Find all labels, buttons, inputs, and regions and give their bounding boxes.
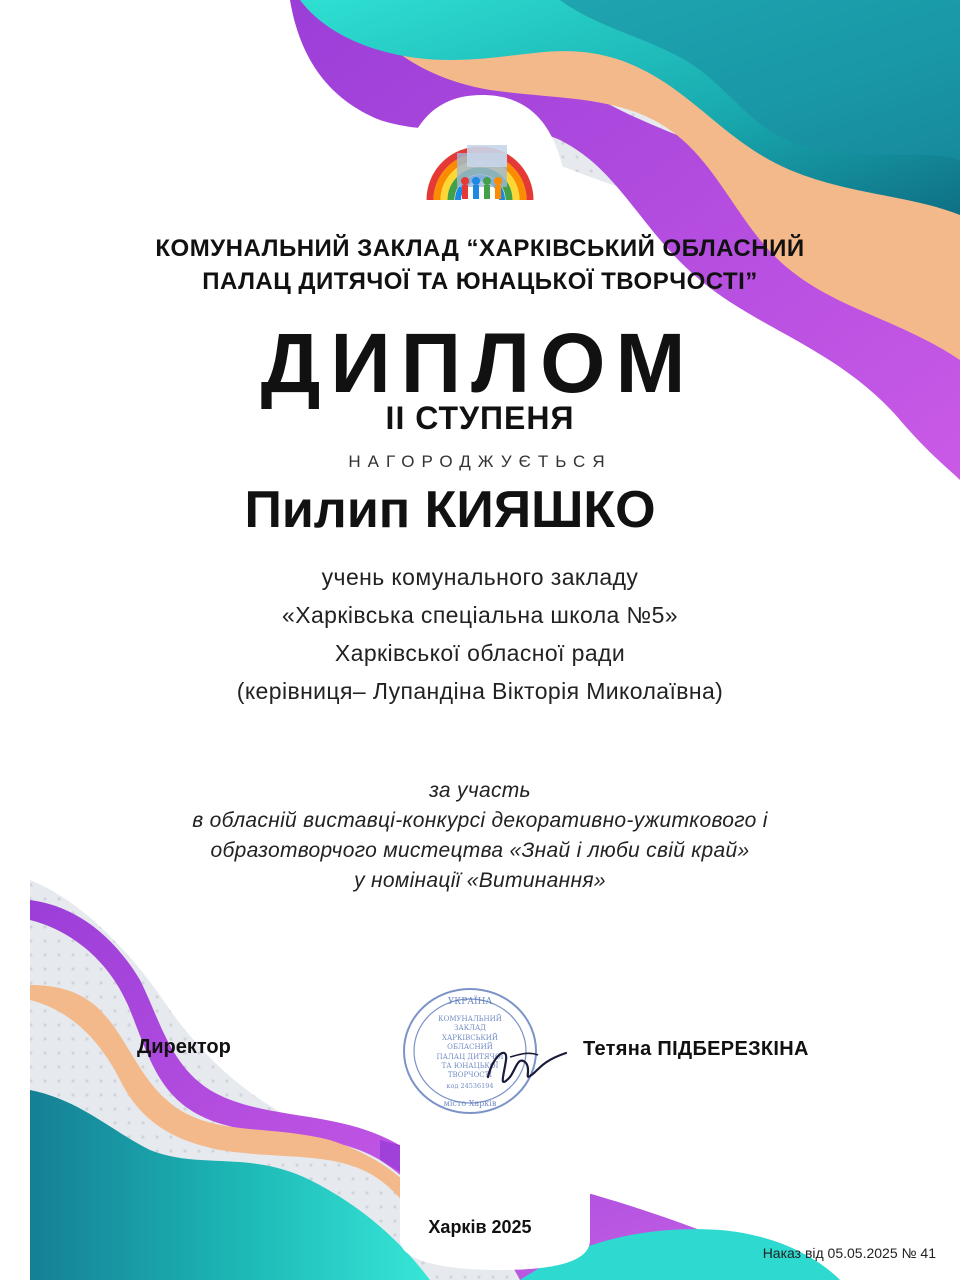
stamp-bottom-text: місто Харків [443,1099,497,1108]
stamp-line-4: ОБЛАСНИЙ [447,1043,493,1051]
round-official-stamp-icon [398,985,568,1125]
institution-line-2: ПАЛАЦ ДИТЯЧОЇ ТА ЮНАЦЬКОЇ ТВОРЧОСТІ” [202,268,758,295]
issue-city-year: Харків 2025 [428,1217,532,1237]
recipient-info-line-2: «Харківська спеціальна школа №5» [282,602,678,628]
stamp-line-5: ПАЛАЦ ДИТЯЧОЇ [436,1053,504,1061]
award-reason-line-4: у номінації «Витинання» [354,869,606,892]
stamp-line-6: ТА ЮНАЦЬКОЇ [441,1062,499,1070]
order-reference: Наказ від 05.05.2025 № 41 [762,1245,936,1261]
awarded-label: НАГОРОДЖУЄТЬСЯ [348,452,612,471]
signature-name: Тетяна ПІДБЕРЕЗКІНА [583,1038,809,1060]
award-reason-line-2: в обласній виставці-конкурсі декоративно-ужиткового і [192,809,768,832]
diploma-title: ДИПЛОМ [260,316,696,410]
stamp-line-2: ЗАКЛАД [454,1024,486,1032]
recipient-name: Пилип КИЯШКО [244,481,656,539]
institution-name [0,232,960,298]
stamp-line-3: ХАРКІВСЬКИЙ [441,1034,499,1042]
institution-line-1: КОМУНАЛЬНИЙ ЗАКЛАД “ХАРКІВСЬКИЙ ОБЛАСНИЙ [155,235,805,262]
award-reason-line-1: за участь [429,779,531,802]
stamp-line-1: КОМУНАЛЬНИЙ [438,1015,502,1023]
diploma-degree: ІІ СТУПЕНЯ [385,400,575,436]
stamp-line-7: ТВОРЧОСТІ [447,1071,493,1079]
recipient-info-line-4: (керівниця– Лупандіна Вікторія Миколаївна) [236,678,724,704]
rainbow-children-logo-icon [415,115,545,225]
recipient-info [0,558,960,710]
stamp-code: код 24536194 [446,1082,494,1090]
stamp-top-text: УКРАЇНА [447,997,493,1007]
award-reason-line-3: образотворчого мистецтва «Знай і люби свій край» [210,839,750,862]
award-reason [0,776,960,896]
signature-role: Директор [137,1036,231,1058]
recipient-info-line-1: учень комунального закладу [321,564,639,590]
recipient-info-line-3: Харківської обласної ради [334,640,626,666]
